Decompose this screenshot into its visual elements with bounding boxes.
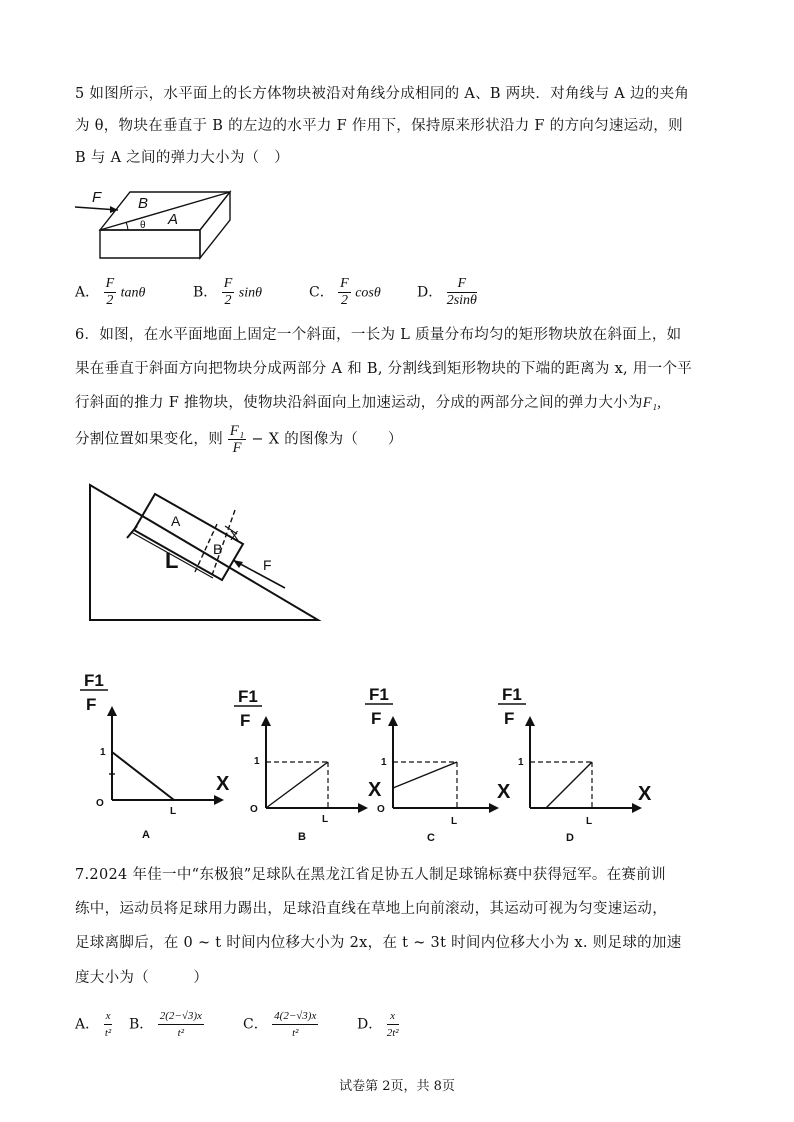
graph-d-ylabel-den: F [504, 709, 515, 728]
graph-b-caption: B [298, 831, 306, 843]
graph-d-one: 1 [518, 757, 524, 768]
graph-c-X: X [497, 781, 511, 803]
q6-text-line3 [75, 391, 661, 412]
q5-text-line3: B 与 A 之间的弹力大小为（ ） [75, 150, 290, 166]
graph-b-L: L [322, 814, 329, 825]
q6-text-line3a: 行斜面的推力 F 推物块，使物块沿斜面向上加速运动，分成的两部分之间的弹力大小为 [75, 395, 643, 411]
q5-option-c[interactable]: C． $\frac{F}{2}$ cosθ [309, 276, 381, 308]
graph-b-ylabel-den: F [240, 711, 251, 730]
graph-d-ylabel-num: F1 [502, 685, 522, 704]
graph-a-ylabel-den: F [86, 695, 97, 714]
graph-c-one: 1 [381, 757, 387, 768]
q5-text-line1: 5 如图所示，水平面上的长方体物块被沿对角线分成相同的 A、B 两块．对角线与 A 边的夹角 [75, 86, 690, 102]
q5-options [75, 276, 535, 316]
graph-b-ylabel-num: F1 [238, 687, 258, 706]
q6-fig-label-X: X [230, 528, 239, 543]
graph-c-ylabel-den: F [371, 709, 382, 728]
graph-d-X: X [638, 783, 652, 805]
q6-graph-a[interactable] [70, 662, 235, 842]
graph-b-origin: O [250, 804, 258, 815]
q6-text-line4 [75, 423, 403, 456]
q5-option-b[interactable]: B． $\frac{F}{2}$ sinθ [193, 276, 262, 308]
graph-b-X: X [368, 779, 382, 801]
q7-option-d[interactable]: D． $\frac{x}{\text{2t²}}$ [357, 1010, 399, 1039]
q6-text-line4b: − X 的图像为（ ） [251, 431, 403, 448]
q7-option-c[interactable]: C． $\frac{4(2-√3)x}{\text{t²}}$ [243, 1010, 317, 1039]
q7-options [75, 1008, 455, 1048]
q6-text-line1: 6．如图，在水平面地面上固定一个斜面，一长为 L 质量分布均匀的矩形物块放在斜面上，如 [75, 327, 682, 343]
q5-text-line2: 为 θ，物块在垂直于 B 的左边的水平力 F 作用下，保持原来形状沿力 F 的方向匀速运动，则 [75, 118, 683, 134]
q6-graph-d[interactable] [496, 678, 666, 848]
page-footer: 试卷第 2页，共 8页 [339, 1079, 455, 1094]
graph-d-L: L [586, 816, 593, 827]
graph-c-ylabel-num: F1 [369, 685, 389, 704]
q5-block-figure [70, 180, 250, 270]
q5-fig-label-B: B [138, 195, 149, 212]
q7-text-line2: 练中，运动员将足球用力踢出，足球沿直线在草地上向前滚动，其运动可视为匀变速运动， [75, 901, 667, 917]
graph-b-one: 1 [254, 756, 260, 767]
q6-fig-label-B: B [213, 541, 223, 557]
graph-a-ylabel-num: F1 [84, 671, 104, 690]
q5-fig-label-theta: θ [140, 220, 146, 231]
graph-a-origin: O [96, 798, 104, 809]
graph-a-L: L [170, 806, 177, 817]
q6-fig-label-F: F [263, 557, 272, 573]
q5-option-a[interactable]: A． $\frac{F}{2}$ tanθ [75, 276, 146, 308]
q5-option-d[interactable]: D． $\frac{F}{2\sin\theta}$ [417, 276, 477, 308]
q6-incline-figure [85, 480, 325, 630]
q7-option-b[interactable]: B． $\frac{2(2-√3)x}{\text{t²}}$ [129, 1010, 202, 1039]
q6-text-line3b: F₁, [642, 395, 662, 411]
graph-a-one: 1 [100, 747, 106, 758]
q7-text-line1: 7.2024 年佳一中“东极狼”足球队在黑龙江省足协五人制足球锦标赛中获得冠军。在赛前训 [75, 867, 666, 883]
q6-fig-label-L: L [165, 548, 179, 573]
graph-c-L: L [451, 816, 458, 827]
graph-c-caption: C [427, 832, 435, 844]
graph-d-caption: D [566, 832, 574, 844]
graph-a-caption: A [142, 829, 150, 841]
graph-c-origin: O [377, 804, 385, 815]
q6-fig-label-A: A [171, 513, 181, 529]
q6-text-line2: 果在垂直于斜面方向把物块分成两部分 A 和 B, 分割线到矩形物块的下端的距离为 x, 用一个平 [75, 361, 693, 377]
q5-fig-label-F: F [92, 189, 102, 206]
q7-option-a[interactable]: A． $\frac{x}{\text{t²}}$ [75, 1010, 112, 1039]
graph-a-X: X [216, 773, 230, 795]
q6-ratio-fraction: $\frac{\text{F₁}}{F}$ [229, 423, 245, 456]
q7-text-line3: 足球离脚后，在 0 ~ t 时间内位移大小为 2x，在 t ~ 3t 时间内位移大小为 x. 则足球的加速 [75, 935, 682, 951]
q5-fig-label-A: A [168, 211, 179, 228]
q7-text-line4: 度大小为（ ） [75, 970, 209, 986]
q6-text-line4a: 分割位置如果变化，则 [75, 431, 223, 448]
